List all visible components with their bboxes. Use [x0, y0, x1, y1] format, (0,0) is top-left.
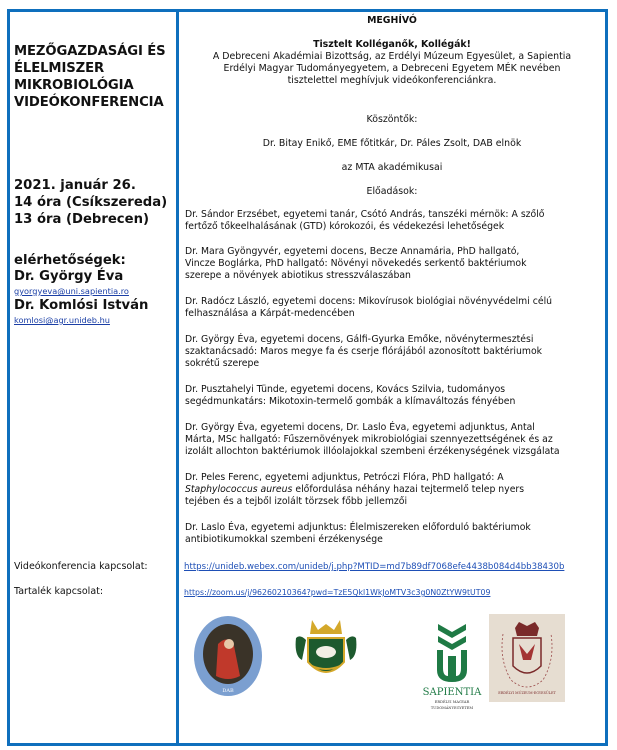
academics: az MTA akadémikusai [341, 162, 443, 173]
talk-line: Dr. Radócz László, egyetemi docens: Mikovírusok biológiai növényvédelmi célú [185, 296, 553, 307]
seal-figure-head [224, 639, 234, 649]
talk-line: szerepe a növények abiotikus stresszválaszában [185, 270, 411, 282]
talk-line: sokrétű szerepe [185, 358, 260, 370]
talk-line: segédmunkatárs: Mikotoxin-termelő gombák a klímaváltozás fényében [185, 396, 516, 408]
talk-line [185, 484, 603, 496]
conference-title [14, 43, 166, 111]
talk-item [185, 472, 603, 509]
contact-email-link[interactable]: komlosi@agr.unideb.hu [14, 315, 110, 325]
talk-line: Dr. György Éva, egyetemi docens, Dr. Laslo Éva, egyetemi adjunktus, Antal [185, 422, 535, 433]
contact-email-link[interactable]: gyorgyeva@uni.sapientia.ro [14, 286, 129, 296]
sapientia-logo [417, 620, 487, 712]
coat-of-arms-logo [292, 616, 360, 686]
talk-line-rest: előfordulása néhány hazai tejtermelő telep nyers [292, 484, 525, 496]
conference-title-line: MIKROBIOLÓGIA [14, 78, 134, 93]
dab-seal-text: DAB [222, 688, 234, 694]
talk-item [185, 296, 603, 320]
event-time-debrecen: 13 óra (Debrecen) [14, 212, 149, 227]
contact-name: Dr. György Éva [14, 269, 124, 284]
talk-item [185, 246, 603, 283]
date-block [14, 177, 167, 228]
video-conference-link[interactable]: https://unideb.webex.com/unideb/j.php?MTID=md7b89df7068efe4438b084d4bb38430b [184, 562, 565, 572]
talk-item [185, 422, 603, 459]
talk-item [185, 384, 603, 408]
conference-title-line: VIDEÓKONFERENCIA [14, 95, 164, 110]
talk-line: tejében és a tejből izolált törzsek főbb jellemzői [185, 496, 408, 508]
intro-line: A Debreceni Akadémiai Bizottság, az Erdélyi Múzeum Egyesület, a Sapientia [212, 51, 572, 62]
talk-line: Dr. Laslo Éva, egyetemi adjunktus: Élelmiszereken előforduló baktériumok [185, 522, 531, 533]
sapientia-chevron [438, 624, 466, 638]
intro-line: Erdélyi Magyar Tudományegyetem, a Debreceni Egyetem MÉK nevében [223, 63, 561, 74]
talk-line: izolált allochton baktériumok illóolajokkal szembeni érzékenységének vizsgálata [185, 446, 560, 458]
arms-lamb [316, 646, 336, 658]
dab-seal-logo [192, 614, 264, 698]
backup-link[interactable]: https://zoom.us/j/96260210364?pwd=TzE5Qkl1WkJoMTV3c3g0N0ZtYW9tUT09 [184, 588, 491, 597]
eme-logo [489, 614, 565, 702]
greeters: Dr. Bitay Enikő, EME főtitkár, Dr. Páles Zsolt, DAB elnök [262, 138, 522, 149]
talk-line: fertőző tőkeelhalásának (GTD) kórokozói, és védekezési lehetőségek [185, 221, 505, 233]
talk-item [185, 522, 603, 546]
invitation-heading: MEGHÍVÓ [367, 15, 417, 26]
intro-line: tisztelettel meghívjuk videókonferenciánkra. [287, 75, 497, 86]
talk-item [185, 209, 603, 233]
contacts [14, 252, 148, 327]
backup-link-label: Tartalék kapcsolat: [14, 586, 104, 597]
event-time-csikszereda: 14 óra (Csíkszereda) [14, 195, 168, 210]
talk-line: antibiotikumokkal szembeni érzékenysége [185, 534, 383, 546]
talk-line: Dr. Peles Ferenc, egyetemi adjunktus, Petróczi Flóra, PhD hallgató: A [185, 472, 504, 483]
greeters-label: Köszöntők: [366, 114, 418, 125]
sapientia-subtitle: TUDOMÁNYEGYETEM [430, 706, 474, 710]
talk-line: Dr. Pusztahelyi Tünde, egyetemi docens, Kovács Szilvia, tudományos [185, 384, 506, 395]
contact-name: Dr. Komlósi István [14, 298, 149, 313]
talk-item [185, 334, 603, 371]
conference-title-line: ÉLELMISZER [14, 61, 105, 76]
talk-line: Márta, MSc hallgató: Fűszernövények mikrobiológiai szennyezettségének és az [185, 434, 553, 446]
arms-mantle-left [296, 636, 306, 660]
talk-line: Dr. Sándor Erzsébet, egyetemi tanár, Csótó András, tanszéki mérnök: A szőlő [185, 209, 545, 220]
greeting: Tisztelt Kolléganők, Kollégák! [313, 39, 471, 50]
arms-crown [310, 620, 342, 634]
talk-line: Dr. György Éva, egyetemi docens, Gálfi-Gyurka Emőke, növénytermesztési [185, 334, 534, 345]
conference-title-line: MEZŐGAZDASÁGI ÉS [14, 44, 166, 59]
sapientia-name: SAPIENTIA [422, 687, 482, 698]
sapientia-subtitle: ERDÉLYI MAGYAR [434, 700, 470, 704]
contacts-label: elérhetőségek: [14, 253, 126, 268]
event-date: 2021. január 26. [14, 178, 136, 193]
talk-line: felhasználása a Kárpát-medencében [185, 308, 355, 320]
video-conference-label: Videókonferencia kapcsolat: [14, 561, 148, 572]
talk-line: Vincze Boglárka, PhD hallgató: Növényi növekedés serkentő baktériumok [185, 258, 527, 270]
arms-mantle-right [346, 636, 356, 660]
eme-lettering: ERDÉLYI MÚZEUM-EGYESÜLET [498, 691, 556, 695]
talk-line: szaktanácsadó: Maros megye fa és cserje flórájából azonosított baktériumok [185, 346, 543, 358]
talk-line: Dr. Mara Gyöngyvér, egyetemi docens, Becze Annamária, PhD hallgató, [185, 246, 520, 257]
sapientia-emblem [437, 650, 467, 682]
species-name: Staphylococcus aureus [185, 484, 293, 496]
talks-label: Előadások: [366, 186, 418, 197]
sapientia-chevron [438, 636, 466, 650]
